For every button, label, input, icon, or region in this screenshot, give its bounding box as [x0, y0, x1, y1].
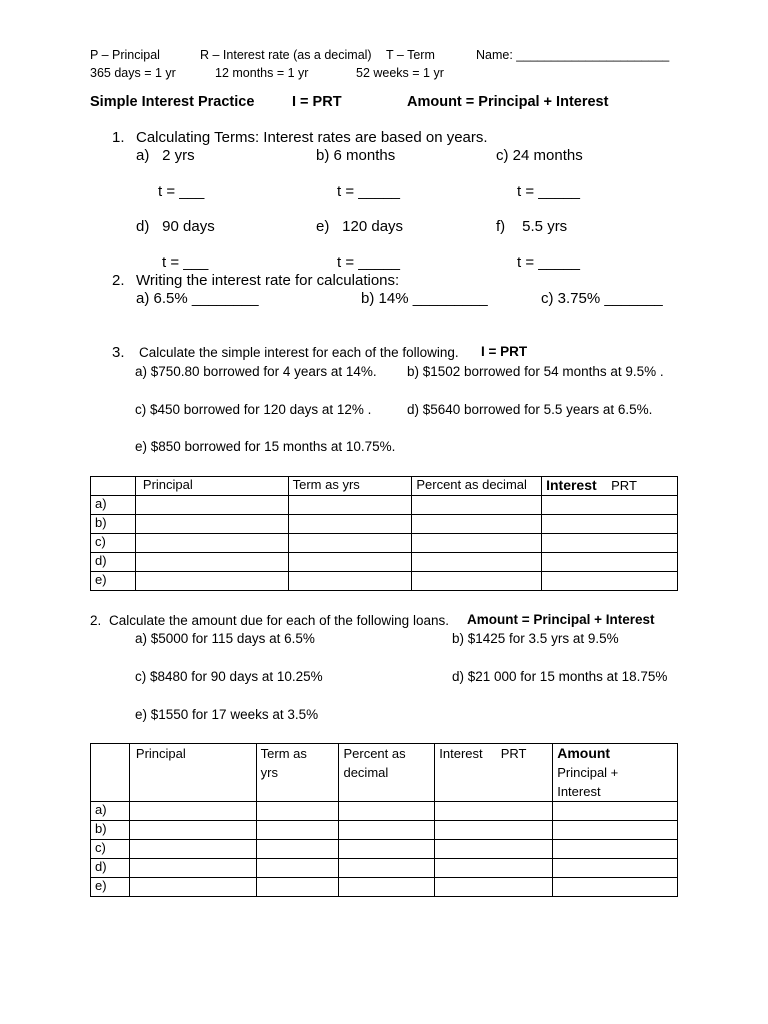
- answer-cell[interactable]: [256, 859, 339, 878]
- row-label: e): [91, 878, 130, 897]
- q1-item-c: c) 24 months: [496, 147, 583, 164]
- table-row: [91, 821, 678, 840]
- table-row: [91, 553, 678, 572]
- answer-cell[interactable]: [542, 572, 678, 591]
- amount-table: [90, 743, 678, 897]
- header-percent: Percent as decimal: [339, 744, 435, 802]
- answer-cell[interactable]: [339, 802, 435, 821]
- answer-cell[interactable]: [412, 515, 542, 534]
- table-row: [91, 496, 678, 515]
- q4-item-d: d) $21 000 for 15 months at 18.75%: [452, 669, 668, 684]
- q4-item-c: c) $8480 for 90 days at 10.25%: [135, 669, 323, 684]
- answer-cell[interactable]: [435, 821, 553, 840]
- q4-formula: Amount = Principal + Interest: [467, 612, 655, 627]
- answer-cell[interactable]: [129, 840, 256, 859]
- q3-item-d: d) $5640 borrowed for 5.5 years at 6.5%.: [407, 402, 653, 417]
- q3-prompt: Calculate the simple interest for each of the following.: [139, 345, 459, 360]
- table-header-row: [91, 744, 678, 802]
- answer-cell[interactable]: [135, 572, 288, 591]
- table-row: [91, 878, 678, 897]
- answer-cell[interactable]: [339, 840, 435, 859]
- answer-cell[interactable]: [288, 534, 412, 553]
- answer-cell[interactable]: [135, 553, 288, 572]
- answer-cell[interactable]: [412, 496, 542, 515]
- q2-item-c[interactable]: c) 3.75% _______: [541, 290, 663, 307]
- answer-cell[interactable]: [435, 840, 553, 859]
- row-label: a): [91, 802, 130, 821]
- q1-blank-d[interactable]: t = ___: [162, 254, 209, 271]
- answer-cell[interactable]: [129, 802, 256, 821]
- answer-cell[interactable]: [412, 553, 542, 572]
- days-conversion: 365 days = 1 yr: [90, 66, 176, 80]
- header-term: Term as yrs: [288, 477, 412, 496]
- q3-item-e: e) $850 borrowed for 15 months at 10.75%.: [135, 439, 396, 454]
- table-row: [91, 859, 678, 878]
- q1-number: 1.: [112, 129, 125, 146]
- row-label: a): [91, 496, 136, 515]
- row-label: c): [91, 840, 130, 859]
- page-title: Simple Interest Practice: [90, 94, 255, 110]
- q1-blank-b[interactable]: t = _____: [337, 183, 400, 200]
- row-label: b): [91, 515, 136, 534]
- months-conversion: 12 months = 1 yr: [215, 66, 309, 80]
- table-header-row: [91, 477, 678, 496]
- header-cell: [91, 744, 130, 802]
- row-label: d): [91, 553, 136, 572]
- header-cell: [91, 477, 136, 496]
- table-row: [91, 572, 678, 591]
- answer-cell[interactable]: [288, 515, 412, 534]
- weeks-conversion: 52 weeks = 1 yr: [356, 66, 444, 80]
- principal-definition: P – Principal: [90, 48, 160, 62]
- answer-cell[interactable]: [412, 572, 542, 591]
- table-row: [91, 515, 678, 534]
- header-interest: Interest PRT: [435, 744, 553, 802]
- answer-cell[interactable]: [542, 553, 678, 572]
- q4-item-a: a) $5000 for 115 days at 6.5%: [135, 631, 315, 646]
- q3-item-a: a) $750.80 borrowed for 4 years at 14%.: [135, 364, 377, 379]
- answer-cell[interactable]: [435, 802, 553, 821]
- q4-item-e: e) $1550 for 17 weeks at 3.5%: [135, 707, 319, 722]
- q2-item-a[interactable]: a) 6.5% ________: [136, 290, 259, 307]
- answer-cell[interactable]: [288, 553, 412, 572]
- header-principal: Principal: [129, 744, 256, 802]
- name-field[interactable]: Name: ______________________: [476, 48, 670, 62]
- q1-item-e: e) 120 days: [316, 218, 404, 235]
- answer-cell[interactable]: [339, 821, 435, 840]
- answer-cell[interactable]: [288, 496, 412, 515]
- q2-prompt: Writing the interest rate for calculations:: [136, 272, 400, 289]
- q3-number: 3.: [112, 344, 125, 361]
- q1-blank-a[interactable]: t = ___: [158, 183, 205, 200]
- row-label: c): [91, 534, 136, 553]
- answer-cell[interactable]: [129, 821, 256, 840]
- answer-cell[interactable]: [256, 878, 339, 897]
- answer-cell[interactable]: [542, 534, 678, 553]
- q3-formula: I = PRT: [481, 344, 528, 359]
- q1-item-f: f) 5.5 yrs: [496, 218, 568, 235]
- answer-cell[interactable]: [435, 878, 553, 897]
- header-amount: Amount Principal + Interest: [553, 744, 678, 802]
- answer-cell[interactable]: [553, 859, 678, 878]
- answer-cell[interactable]: [339, 878, 435, 897]
- header-principal: Principal: [135, 477, 288, 496]
- answer-cell[interactable]: [412, 534, 542, 553]
- q1-blank-c[interactable]: t = _____: [517, 183, 580, 200]
- row-label: d): [91, 859, 130, 878]
- rate-definition: R – Interest rate (as a decimal): [200, 48, 372, 62]
- q4-number: 2.: [90, 613, 102, 628]
- table-row: [91, 802, 678, 821]
- table-row: [91, 534, 678, 553]
- table-row: [91, 840, 678, 859]
- header-term: Term as yrs: [256, 744, 339, 802]
- answer-cell[interactable]: [135, 496, 288, 515]
- q1-blank-f[interactable]: t = _____: [517, 254, 580, 271]
- q4-prompt: Calculate the amount due for each of the following loans.: [109, 613, 449, 628]
- q1-item-a: a) 2 yrs: [136, 147, 195, 164]
- answer-cell[interactable]: [129, 859, 256, 878]
- row-label: e): [91, 572, 136, 591]
- simple-interest-table: [90, 476, 678, 591]
- answer-cell[interactable]: [135, 534, 288, 553]
- answer-cell[interactable]: [553, 802, 678, 821]
- q1-item-d: d) 90 days: [136, 218, 215, 235]
- header-percent: Percent as decimal: [412, 477, 542, 496]
- row-label: b): [91, 821, 130, 840]
- header-interest: Interest PRT: [542, 477, 678, 496]
- answer-cell[interactable]: [256, 840, 339, 859]
- answer-cell[interactable]: [256, 802, 339, 821]
- term-definition: T – Term: [386, 48, 435, 62]
- answer-cell[interactable]: [339, 859, 435, 878]
- answer-cell[interactable]: [553, 821, 678, 840]
- answer-cell[interactable]: [553, 840, 678, 859]
- q1-blank-e[interactable]: t = _____: [337, 254, 400, 271]
- q4-item-b: b) $1425 for 3.5 yrs at 9.5%: [452, 631, 619, 646]
- q1-prompt: Calculating Terms: Interest rates are based on years.: [136, 129, 488, 146]
- answer-cell[interactable]: [256, 821, 339, 840]
- q3-item-c: c) $450 borrowed for 120 days at 12% .: [135, 402, 372, 417]
- answer-cell[interactable]: [542, 515, 678, 534]
- q3-item-b: b) $1502 borrowed for 54 months at 9.5% .: [407, 364, 664, 379]
- answer-cell[interactable]: [553, 878, 678, 897]
- q1-item-b: b) 6 months: [316, 147, 396, 164]
- answer-cell[interactable]: [129, 878, 256, 897]
- q2-item-b[interactable]: b) 14% _________: [361, 290, 488, 307]
- title-amount-formula: Amount = Principal + Interest: [407, 94, 609, 110]
- answer-cell[interactable]: [542, 496, 678, 515]
- title-formula: I = PRT: [292, 94, 342, 110]
- answer-cell[interactable]: [435, 859, 553, 878]
- answer-cell[interactable]: [135, 515, 288, 534]
- answer-cell[interactable]: [288, 572, 412, 591]
- q2-number: 2.: [112, 272, 125, 289]
